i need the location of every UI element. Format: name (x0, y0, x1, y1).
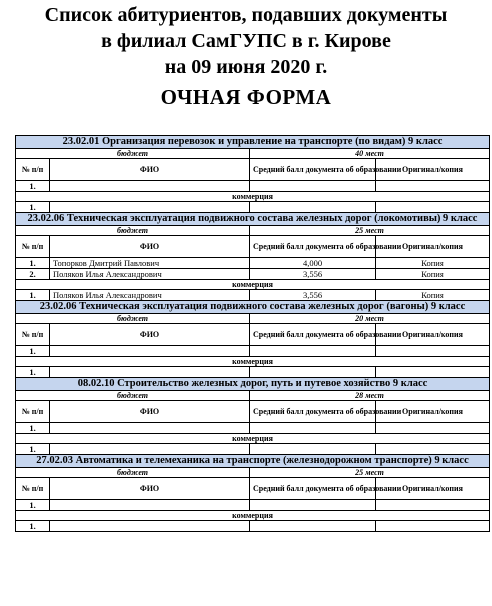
budget-row (16, 391, 490, 401)
row-num: 1. (16, 258, 50, 269)
commerce-label: коммерция (16, 357, 490, 367)
row-num: 1. (16, 290, 50, 301)
program-title: 23.02.06 Техническая эксплуатация подвижного состава железных дорог (вагоны) 9 класс (16, 301, 490, 314)
column-header-row (16, 401, 490, 423)
budget-row (16, 149, 490, 159)
commerce-label: коммерция (16, 434, 490, 444)
row-name (50, 202, 250, 213)
column-header-row (16, 478, 490, 500)
table-row (16, 444, 490, 455)
column-header-original: Оригинал/копия (376, 401, 490, 423)
commerce-row (16, 192, 490, 202)
row-num: 1. (16, 521, 50, 532)
commerce-row (16, 280, 490, 290)
row-num: 1. (16, 444, 50, 455)
column-header-name: ФИО (50, 478, 250, 500)
row-name: Поляков Илья Александрович (50, 290, 250, 301)
column-header-original: Оригинал/копия (376, 159, 490, 181)
budget-label: бюджет (16, 226, 250, 236)
row-name (50, 500, 250, 511)
table-row (16, 500, 490, 511)
row-score (250, 444, 376, 455)
commerce-row (16, 434, 490, 444)
column-header-score: Средний балл документа об образовании (250, 324, 376, 346)
budget-label: бюджет (16, 314, 250, 324)
row-score (250, 346, 376, 357)
row-name (50, 346, 250, 357)
row-num: 1. (16, 181, 50, 192)
places-count: 20 мест (250, 314, 490, 324)
budget-row (16, 226, 490, 236)
row-original (376, 367, 490, 378)
budget-label: бюджет (16, 391, 250, 401)
row-original: Копия (376, 290, 490, 301)
row-original: Копия (376, 258, 490, 269)
column-header-name: ФИО (50, 236, 250, 258)
row-score: 3,556 (250, 269, 376, 280)
row-name: Поляков Илья Александрович (50, 269, 250, 280)
program-title: 08.02.10 Строительство железных дорог, путь и путевое хозяйство 9 класс (16, 378, 490, 391)
program-title-row (16, 378, 490, 391)
row-score: 3,556 (250, 290, 376, 301)
commerce-label: коммерция (16, 280, 490, 290)
program-title: 23.02.06 Техническая эксплуатация подвижного состава железных дорог (локомотивы) 9 класс (16, 213, 490, 226)
row-name: Топорков Дмитрий Павлович (50, 258, 250, 269)
budget-row (16, 468, 490, 478)
row-original (376, 444, 490, 455)
program-title-row (16, 213, 490, 226)
program-title: 23.02.01 Организация перевозок и управление на транспорте (по видам) 9 класс (16, 136, 490, 149)
table-row (16, 290, 490, 301)
column-header-score: Средний балл документа об образовании (250, 401, 376, 423)
budget-label: бюджет (16, 149, 250, 159)
title-line-1: Список абитуриентов, подавших документы (44, 4, 448, 26)
table-row (16, 423, 490, 434)
commerce-label: коммерция (16, 192, 490, 202)
table-row (16, 521, 490, 532)
row-score (250, 500, 376, 511)
column-header-score: Средний балл документа об образовании (250, 478, 376, 500)
row-score (250, 423, 376, 434)
program-title: 27.02.03 Автоматика и телемеханика на транспорте (железнодорожном транспорте) 9 класс (16, 455, 490, 468)
program-title-row (16, 136, 490, 149)
column-header-score: Средний балл документа об образовании (250, 236, 376, 258)
program-title-row (16, 455, 490, 468)
document-header (0, 2, 492, 111)
column-header-num: № п/п (16, 159, 50, 181)
row-original (376, 346, 490, 357)
row-score: 4,000 (250, 258, 376, 269)
row-num: 1. (16, 500, 50, 511)
table-row (16, 269, 490, 280)
row-num: 1. (16, 346, 50, 357)
row-original (376, 500, 490, 511)
row-num: 2. (16, 269, 50, 280)
row-name (50, 367, 250, 378)
row-name (50, 521, 250, 532)
places-count: 28 мест (250, 391, 490, 401)
column-header-original: Оригинал/копия (376, 324, 490, 346)
row-score (250, 367, 376, 378)
program-title-row (16, 301, 490, 314)
column-header-num: № п/п (16, 478, 50, 500)
row-num: 1. (16, 423, 50, 434)
column-header-name: ФИО (50, 401, 250, 423)
column-header-original: Оригинал/копия (376, 478, 490, 500)
row-num: 1. (16, 202, 50, 213)
column-header-name: ФИО (50, 159, 250, 181)
column-header-original: Оригинал/копия (376, 236, 490, 258)
row-score (250, 181, 376, 192)
row-score (250, 202, 376, 213)
row-original: Копия (376, 269, 490, 280)
places-count: 25 мест (250, 468, 490, 478)
row-num: 1. (16, 367, 50, 378)
places-count: 25 мест (250, 226, 490, 236)
row-name (50, 181, 250, 192)
row-original (376, 521, 490, 532)
title-line-2: в филиал СамГУПС в г. Кирове (101, 30, 391, 52)
column-header-row (16, 159, 490, 181)
budget-label: бюджет (16, 468, 250, 478)
row-original (376, 181, 490, 192)
places-count: 40 мест (250, 149, 490, 159)
table-row (16, 258, 490, 269)
row-name (50, 444, 250, 455)
applicants-table (15, 135, 490, 532)
title-form: ОЧНАЯ ФОРМА (160, 85, 332, 109)
column-header-num: № п/п (16, 236, 50, 258)
commerce-row (16, 357, 490, 367)
budget-row (16, 314, 490, 324)
row-original (376, 202, 490, 213)
column-header-row (16, 324, 490, 346)
row-original (376, 423, 490, 434)
row-score (250, 521, 376, 532)
row-name (50, 423, 250, 434)
column-header-name: ФИО (50, 324, 250, 346)
column-header-row (16, 236, 490, 258)
column-header-score: Средний балл документа об образовании (250, 159, 376, 181)
table-row (16, 367, 490, 378)
table-row (16, 346, 490, 357)
table-row (16, 202, 490, 213)
commerce-label: коммерция (16, 511, 490, 521)
table-row (16, 181, 490, 192)
commerce-row (16, 511, 490, 521)
column-header-num: № п/п (16, 401, 50, 423)
column-header-num: № п/п (16, 324, 50, 346)
title-date: на 09 июня 2020 г. (164, 56, 328, 78)
